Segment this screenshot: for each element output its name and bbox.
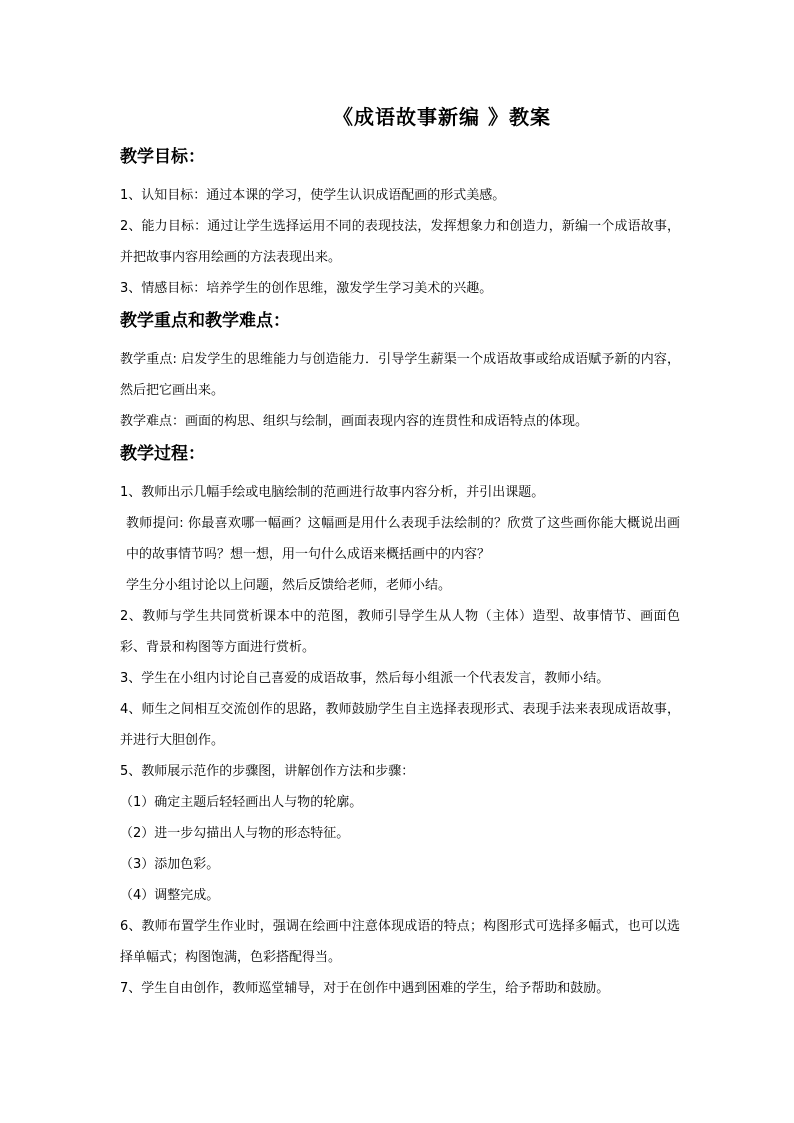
list-item: （4）调整完成。 [120, 888, 220, 903]
paragraph: 5、教师展示范作的步骤图，讲解创作方法和步骤： [120, 764, 415, 779]
section-key-points [120, 304, 680, 437]
paragraph: 学生分小组讨论以上问题，然后反馈给老师，老师小结。 [126, 578, 452, 593]
paragraph: 2、教师与学生共同赏析课本中的范图，教师引导学生从人物（主体）造型、故事情节、画面色彩、背景和构图等方面进行赏析。 [120, 609, 680, 655]
paragraph: 2、能力目标：通过让学生选择运用不同的表现技法，发挥想象力和创造力，新编一个成语故事，并把故事内容用绘画的方法表现出来。 [120, 219, 680, 265]
paragraph: 教学难点：画面的构思、组织与绘制，画面表现内容的连贯性和成语特点的体现。 [120, 414, 589, 429]
paragraph: 7、学生自由创作，教师巡堂辅导，对于在创作中遇到困难的学生，给予帮助和鼓励。 [120, 981, 610, 996]
paragraph: 3、学生在小组内讨论自己喜爱的成语故事，然后每小组派一个代表发言，教师小结。 [120, 671, 610, 686]
paragraph: 1、认知目标：通过本课的学习，使学生认识成语配画的形式美感。 [120, 188, 506, 203]
section-objectives [120, 140, 680, 304]
list-item: （2）进一步勾描出人与物的形态特征。 [120, 826, 350, 841]
paragraph: 4、师生之间相互交流创作的思路，教师鼓励学生自主选择表现形式、表现手法来表现成语故事，并进行大胆创作。 [120, 702, 680, 748]
list-item: （1）确定主题后轻轻画出人与物的轮廓。 [120, 795, 363, 810]
paragraph: 3、情感目标：培养学生的创作思维，激发学生学习美术的兴趣。 [120, 281, 493, 296]
section-heading: 教学目标： [120, 147, 205, 167]
document-body [120, 140, 680, 1004]
list-item: （3）添加色彩。 [120, 857, 220, 872]
document-title: 《成语故事新编 》教案 [333, 105, 551, 129]
section-heading: 教学重点和教学难点： [120, 311, 290, 331]
paragraph: 6、教师布置学生作业时，强调在绘画中注意体现成语的特点；构图形式可选择多幅式，也可以选择单幅式；构图饱满，色彩搭配得当。 [120, 919, 680, 965]
paragraph: 1、教师出示几幅手绘或电脑绘制的范画进行故事内容分析，并引出课题。 [120, 485, 545, 500]
paragraph: 教师提问: 你最喜欢哪一幅画？这幅画是用什么表现手法绘制的？欣赏了这些画你能大概说出画中的故事情节吗？想一想，用一句什么成语来概括画中的内容？ [126, 516, 680, 562]
section-heading: 教学过程： [120, 444, 205, 464]
paragraph: 教学重点: 启发学生的思维能力与创造能力．引导学生薪渠一个成语故事或给成语赋予新的内容，然后把它画出来。 [120, 352, 680, 398]
section-process [120, 437, 680, 1004]
